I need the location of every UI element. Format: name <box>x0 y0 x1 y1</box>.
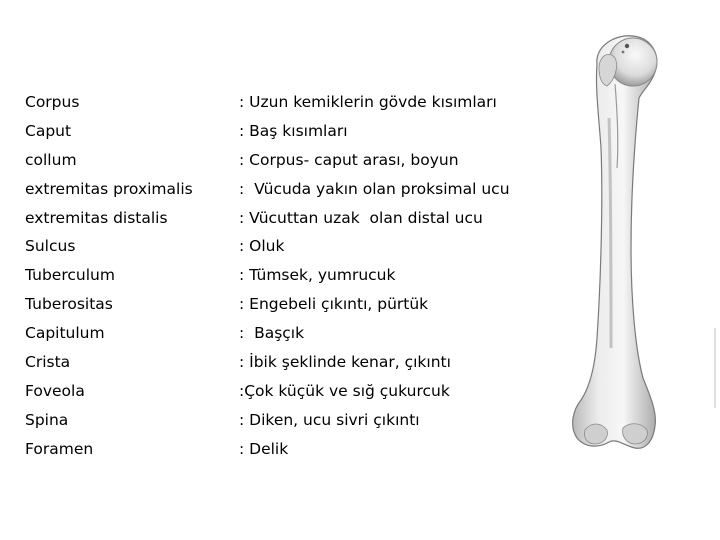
term-row <box>25 406 570 435</box>
term-name: extremitas distalis <box>25 208 168 227</box>
term-definition: : Başçık <box>239 324 305 343</box>
humerus-outline <box>573 36 657 449</box>
term-row <box>25 290 570 319</box>
term-definition: : Vücuttan uzak olan distal ucu <box>239 208 483 227</box>
term-name: Capitulum <box>25 324 105 343</box>
term-row <box>25 319 570 348</box>
term-definition: : Baş kısımları <box>239 121 348 140</box>
term-definition: : Engebeli çıkıntı, pürtük <box>239 295 429 314</box>
term-row <box>25 88 570 117</box>
term-name: Foveola <box>25 381 85 400</box>
term-name: Caput <box>25 121 72 140</box>
term-row <box>25 377 570 406</box>
term-row <box>25 175 570 204</box>
term-name: collum <box>25 150 77 169</box>
term-row <box>25 204 570 233</box>
term-name: Tuberositas <box>25 295 113 314</box>
term-definition: :Çok küçük ve sığ çukurcuk <box>239 381 450 400</box>
term-definition: : Corpus- caput arası, boyun <box>239 150 459 169</box>
term-name: Sulcus <box>25 237 76 256</box>
term-definition: : Oluk <box>239 237 285 256</box>
humerus-bone-icon <box>565 28 720 468</box>
term-definition: : Diken, ucu sivri çıkıntı <box>239 410 420 429</box>
term-row <box>25 261 570 290</box>
term-name: Crista <box>25 353 71 372</box>
term-name: Tuberculum <box>25 266 115 285</box>
term-definition: : Vücuda yakın olan proksimal ucu <box>239 179 510 198</box>
term-name: Corpus <box>25 93 80 111</box>
anatomy-term-list <box>25 88 570 464</box>
term-row <box>25 117 570 146</box>
term-definition: : Uzun kemiklerin gövde kısımları <box>239 93 497 111</box>
term-name: Spina <box>25 410 69 429</box>
term-definition: : Tümsek, yumrucuk <box>239 266 396 285</box>
term-row <box>25 435 570 464</box>
term-row <box>25 348 570 377</box>
term-name: Foramen <box>25 439 94 458</box>
term-row <box>25 146 570 175</box>
term-row <box>25 232 570 261</box>
term-name: extremitas proximalis <box>25 179 193 198</box>
term-definition: : İbik şeklinde kenar, çıkıntı <box>239 353 451 372</box>
term-definition: : Delik <box>239 439 289 458</box>
